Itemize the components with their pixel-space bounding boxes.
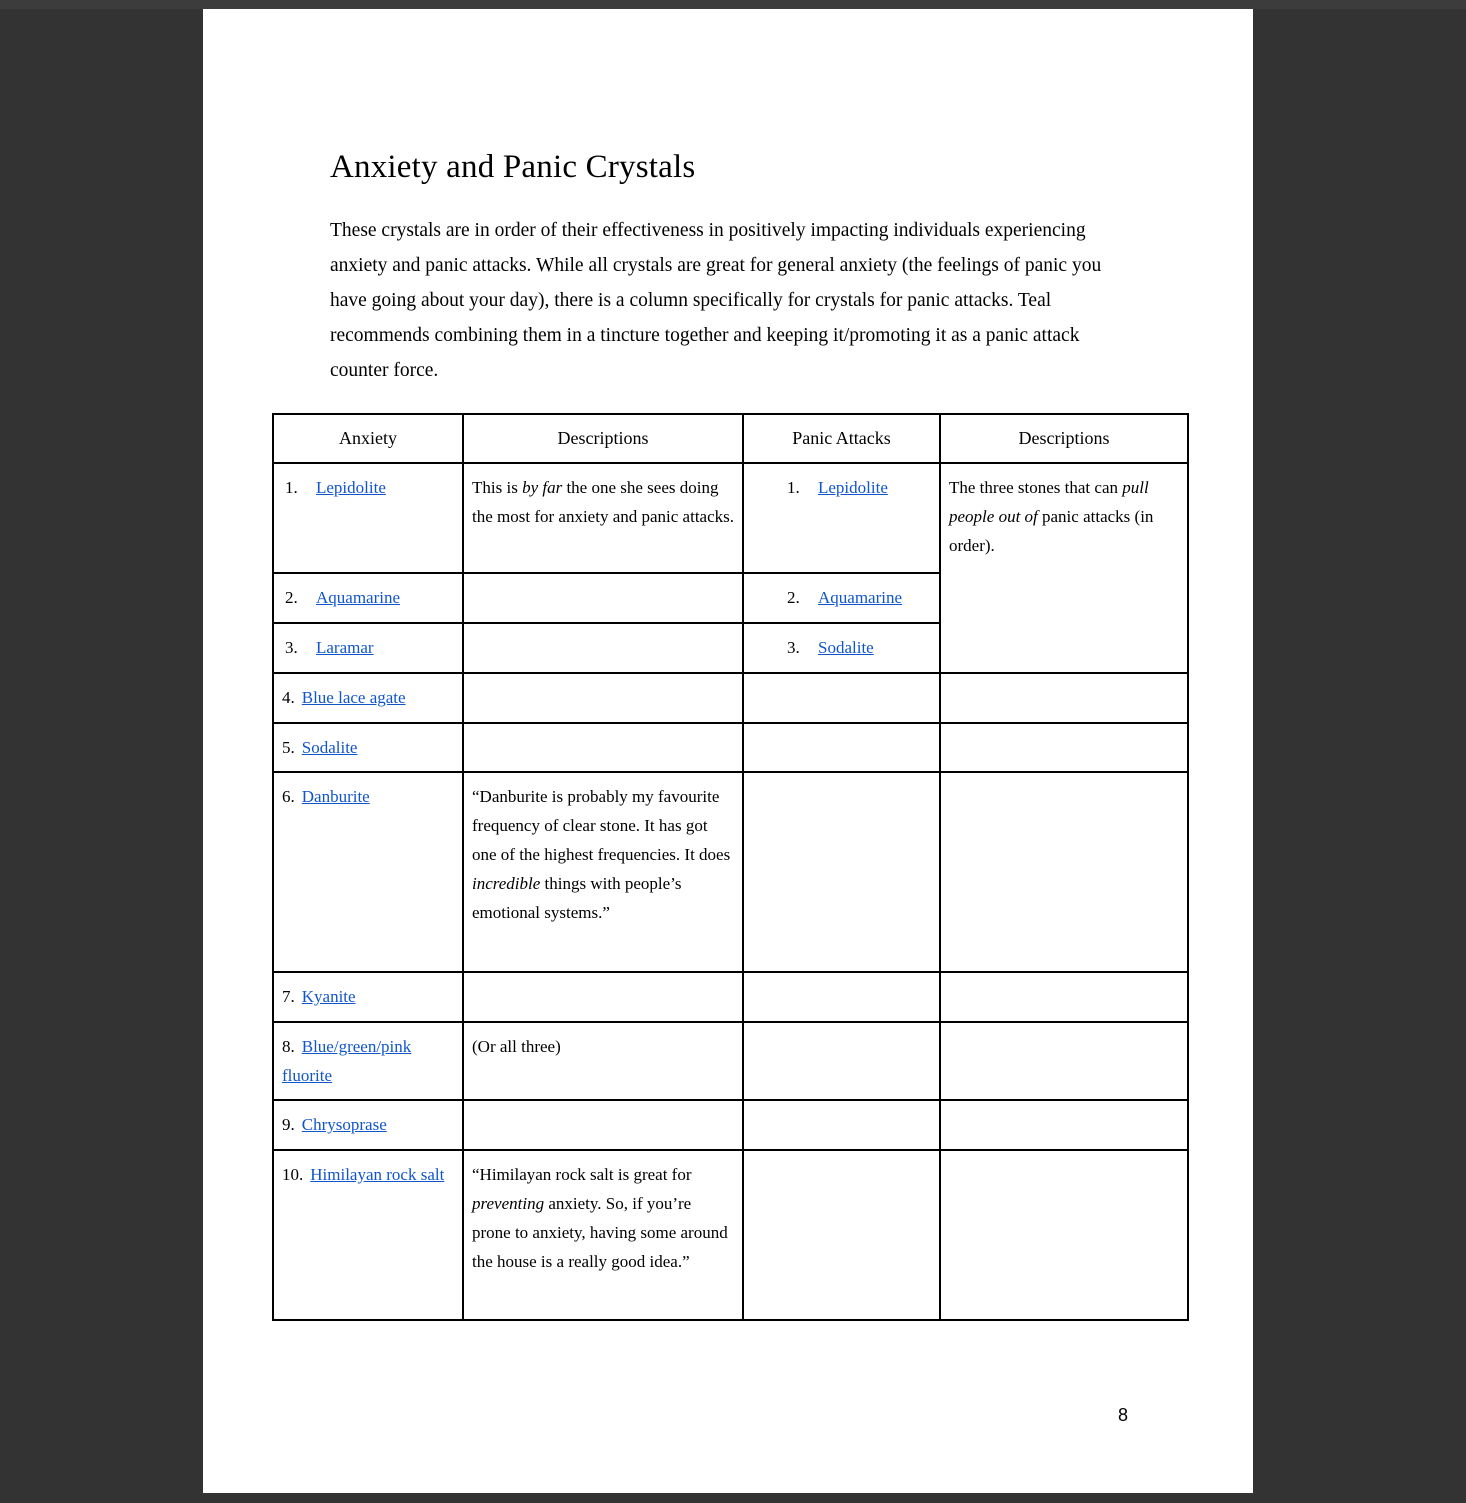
crystal-link[interactable]: Blue lace agate [301,688,406,707]
table-row [273,673,1188,723]
panic-cell [743,1150,940,1320]
list-number: 3. [787,638,800,657]
anxiety-cell [273,673,463,723]
panic-cell [743,673,940,723]
description-text: The three stones that can [949,478,1123,497]
description-text: “Danburite is probably my favourite frequency of clear stone. It has got one of the highest frequencies. It does [472,787,731,864]
page-number: 8 [1117,1405,1128,1425]
page-title: Anxiety and Panic Crystals [330,149,696,185]
panic-description-cell [940,1022,1188,1100]
crystal-link[interactable]: Kyanite [301,987,356,1006]
panic-cell [743,463,940,573]
list-number: 9. [282,1115,295,1134]
description-text: This is [472,478,523,497]
crystal-link[interactable]: Blue/green/pink fluorite [282,1037,412,1085]
anxiety-cell [273,772,463,972]
list-number: 1. [285,478,298,497]
anxiety-cell [273,1150,463,1320]
table-row [273,772,1188,972]
description-cell [463,723,743,772]
panic-cell [743,972,940,1022]
header-panic-attacks: Panic Attacks [743,414,940,463]
description-cell [463,1022,743,1100]
panic-description-cell [940,1100,1188,1150]
list-number: 2. [787,588,800,607]
anxiety-cell [273,972,463,1022]
list-number: 4. [282,688,295,707]
panic-cell [743,573,940,623]
description-text: the one she sees doing the most for anxiety and panic attacks. [472,478,734,526]
crystal-link[interactable]: Sodalite [818,638,874,657]
description-cell [463,772,743,972]
panic-description-cell [940,772,1188,972]
header-descriptions-1: Descriptions [463,414,743,463]
crystal-link[interactable]: Aquamarine [818,588,903,607]
crystal-link[interactable]: Lepidolite [818,478,888,497]
anxiety-cell [273,623,463,673]
description-text: anxiety. So, if you’re prone to anxiety, having some around the house is a really good idea.” [472,1194,728,1271]
description-italic: by far [522,478,563,497]
list-number: 2. [285,588,298,607]
list-number: 5. [282,738,295,757]
table-header-row [273,414,1188,463]
crystal-link[interactable]: Chrysoprase [301,1115,387,1134]
description-text: things with people’s emotional systems.” [472,874,682,922]
panic-cell [743,772,940,972]
description-italic: preventing [472,1194,545,1213]
panic-cell [743,1022,940,1100]
anxiety-cell [273,723,463,772]
anxiety-cell [273,573,463,623]
panic-description-cell [940,463,1188,673]
crystal-link[interactable]: Lepidolite [316,478,386,497]
document-page [203,9,1253,1493]
anxiety-cell [273,1100,463,1150]
description-cell [463,463,743,573]
description-cell [463,1100,743,1150]
list-number: 10. [282,1165,304,1184]
list-number: 3. [285,638,298,657]
description-text: panic attacks (in order). [949,507,1154,555]
description-cell [463,673,743,723]
crystal-link[interactable]: Sodalite [301,738,358,757]
description-italic: incredible [472,874,541,893]
panic-cell [743,1100,940,1150]
panic-cell [743,723,940,772]
crystal-link[interactable]: Laramar [316,638,374,657]
table-row [273,1100,1188,1150]
description-cell [463,573,743,623]
header-descriptions-2: Descriptions [940,414,1188,463]
window-top-strip [0,0,1466,9]
intro-paragraph: These crystals are in order of their effectiveness in positively impacting individuals experiencing anxiety and panic attacks. While all crystals are great for general anxiety (the feelings of panic you have going about your day), there is a column specifically for crystals for panic attacks. Teal recommends combining them in a tincture together and keeping it/promoting it as a panic attack counter force. [330,220,1102,381]
description-cell [463,623,743,673]
description-text: “Himilayan rock salt is great for [472,1165,692,1184]
list-number: 8. [282,1037,295,1056]
table-row [273,723,1188,772]
anxiety-cell [273,1022,463,1100]
panic-description-cell [940,723,1188,772]
description-cell [463,1150,743,1320]
list-number: 6. [282,787,295,806]
description-cell [463,972,743,1022]
panic-description-cell [940,972,1188,1022]
list-number: 7. [282,987,295,1006]
panic-description-cell [940,673,1188,723]
table-row [273,1022,1188,1100]
list-number: 1. [787,478,800,497]
anxiety-cell [273,463,463,573]
table-row [273,1150,1188,1320]
table-row [273,463,1188,573]
crystal-link[interactable]: Himilayan rock salt [310,1165,445,1184]
panic-description-cell [940,1150,1188,1320]
panic-cell [743,623,940,673]
crystal-link[interactable]: Aquamarine [316,588,401,607]
crystal-link[interactable]: Danburite [301,787,370,806]
header-anxiety: Anxiety [273,414,463,463]
description-italic: pull people out of [949,478,1149,526]
crystals-table [272,413,1189,1321]
table-row [273,972,1188,1022]
description-text: (Or all three) [472,1037,561,1056]
